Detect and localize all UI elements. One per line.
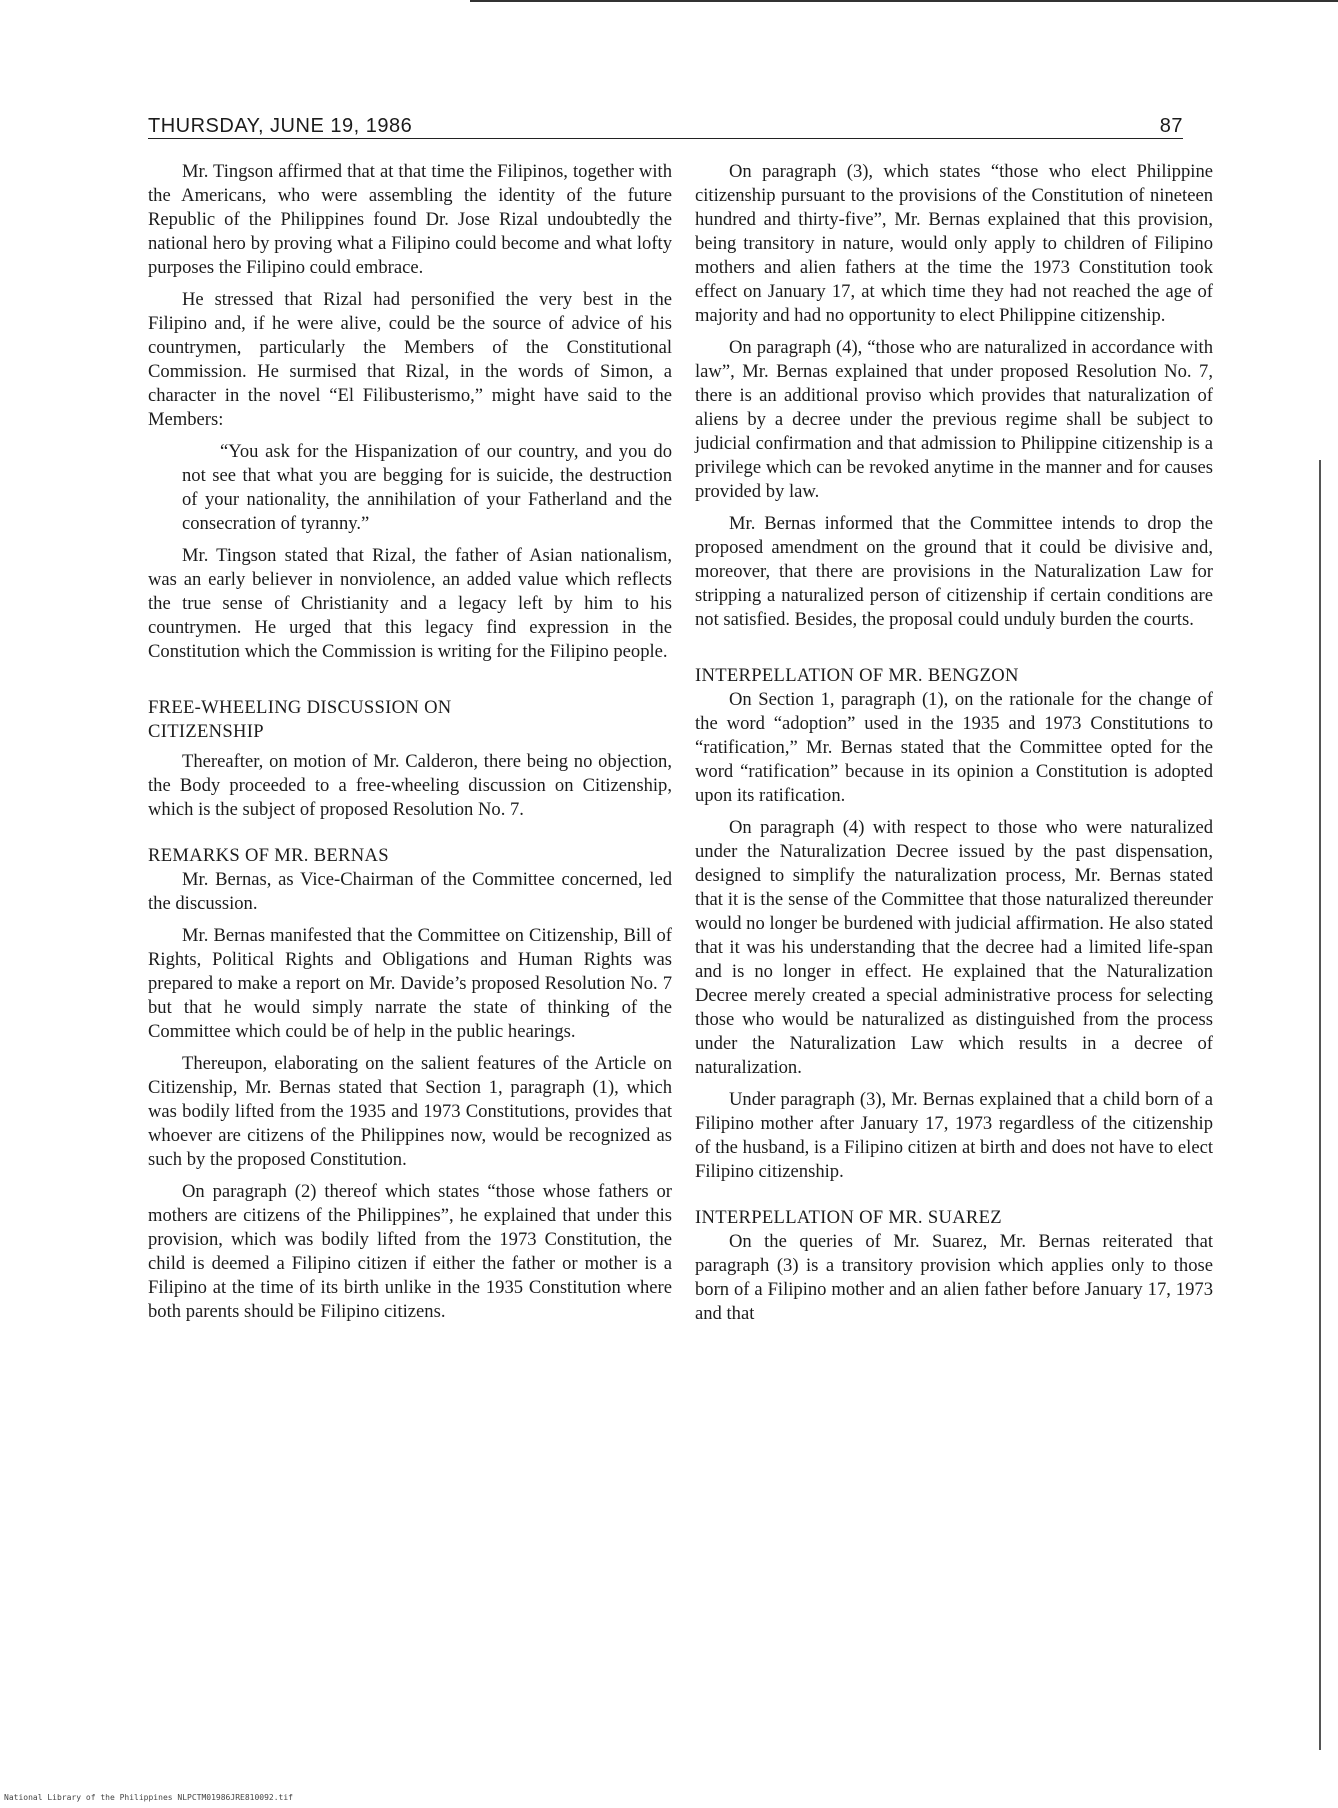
paragraph: On paragraph (3), which states “those who elect Philippine citizenship pursuant to the provisions of the Constitution of nineteen hundred and thirty-five”, Mr. Bernas explained that this provision, being transitory in nature, would only apply to children of Filipino mothers and alien fathers at the time the 1973 Constitution took effect on January 17, at which time they had not reached the age of majority and had no opportunity to elect Philippine citizenship. [695, 161, 1213, 326]
section-heading: FREE-WHEELING DISCUSSION ON [148, 697, 452, 718]
left-column [148, 160, 672, 1332]
header-rule [148, 138, 1183, 139]
paragraph: On the queries of Mr. Suarez, Mr. Bernas reiterated that paragraph (3) is a transitory provision which applies only to those born of a Filipino mother and an alien father before January 17, 1973 and that [695, 1231, 1213, 1324]
section-heading: REMARKS OF MR. BERNAS [148, 845, 389, 866]
paragraph: On paragraph (2) thereof which states “those whose fathers or mothers are citizens of the Philippines”, he explained that under this provision, which was bodily lifted from the 1973 Constitution, the child is deemed a Filipino citizen if either the father or mother is a Filipino at the time of its birth unlike in the 1935 Constitution where both parents should be Filipino citizens. [148, 1181, 672, 1322]
binding-edge-line [1319, 460, 1321, 1750]
paragraph: On paragraph (4) with respect to those who were naturalized under the Naturalization Decree issued by the past dispensation, designed to simplify the naturalization process, Mr. Bernas stated that it is the sense of the Committee that those naturalized thereunder would no longer be burdened with judicial affirmation. He also stated that it was his understanding that the decree had a limited life-span and is no longer in effect. He explained that the Naturalization Decree merely created a special administrative process for selecting those who would be naturalized as distinguished from the process under the Naturalization Law which results in a decree of naturalization. [695, 817, 1213, 1078]
right-column [695, 160, 1213, 1334]
paragraph: Under paragraph (3), Mr. Bernas explained that a child born of a Filipino mother after January 17, 1973 regardless of the citizenship of the husband, is a Filipino citizen at birth and does not have to elect Filipino citizenship. [695, 1089, 1213, 1182]
page-number: 87 [1159, 115, 1183, 137]
paragraph: Thereupon, elaborating on the salient features of the Article on Citizenship, Mr. Bernas stated that Section 1, paragraph (1), which was bodily lifted from the 1935 and 1973 Constitutions, provides that whoever are citizens of the Philippines now, would be recognized as such by the proposed Constitution. [148, 1053, 672, 1170]
section-heading: INTERPELLATION OF MR. SUAREZ [695, 1207, 1002, 1228]
header-date: THURSDAY, JUNE 19, 1986 [148, 115, 413, 137]
paragraph: Mr. Bernas informed that the Committee intends to drop the proposed amendment on the ground that it could be divisive and, moreover, that there are provisions in the Naturalization Law for stripping a naturalized person of citizenship if certain conditions are not satisfied. Besides, the proposal could unduly burden the courts. [695, 513, 1213, 630]
paragraph: On Section 1, paragraph (1), on the rationale for the change of the word “adoption” used in the 1935 and 1973 Constitutions to “ratification,” Mr. Bernas stated that the Committee opted for the word “ratification” because in its opinion a Constitution is adopted upon its ratification. [695, 689, 1213, 806]
block-quote: “You ask for the Hispanization of our country, and you do not see that what you are begging for is suicide, the destruction of your nationality, the annihilation of your Fatherland and the consecration of tyranny.” [182, 441, 672, 534]
page-header [148, 106, 1183, 138]
paragraph: Mr. Bernas, as Vice-Chairman of the Committee concerned, led the discussion. [148, 869, 672, 914]
top-edge-rule [470, 0, 1338, 2]
scan-source-footer: National Library of the Philippines NLPCTM01986JRE810092.tif [4, 1793, 293, 1802]
paragraph: Mr. Tingson stated that Rizal, the father of Asian nationalism, was an early believer in nonviolence, an added value which reflects the true sense of Christianity and a legacy left by him to his countrymen. He urged that this legacy find expression in the Constitution which the Commission is writing for the Filipino people. [148, 545, 672, 662]
paragraph: On paragraph (4), “those who are naturalized in accordance with law”, Mr. Bernas explained that under proposed Resolution No. 7, there is an additional proviso which provides that naturalization of aliens by a decree under the previous regime shall be subject to judicial confirmation and that admission to Philippine citizenship is a privilege which can be revoked anytime in the manner and for causes provided by law. [695, 337, 1213, 502]
section-heading: INTERPELLATION OF MR. BENGZON [695, 665, 1019, 686]
paragraph: Mr. Bernas manifested that the Committee on Citizenship, Bill of Rights, Political Rights and Obligations and Human Rights was prepared to make a report on Mr. Davide’s proposed Resolution No. 7 but that he would simply narrate the state of thinking of the Committee which could be of help in the public hearings. [148, 925, 672, 1042]
section-heading: CITIZENSHIP [148, 721, 264, 742]
paragraph: Thereafter, on motion of Mr. Calderon, there being no objection, the Body proceeded to a free-wheeling discussion on Citizenship, which is the subject of proposed Resolution No. 7. [148, 751, 672, 820]
paragraph: Mr. Tingson affirmed that at that time the Filipinos, together with the Americans, who were assembling the identity of the future Republic of the Philippines found Dr. Jose Rizal undoubtedly the national hero by proving what a Filipino could become and what lofty purposes the Filipino could embrace. [148, 161, 672, 278]
paragraph: He stressed that Rizal had personified the very best in the Filipino and, if he were alive, could be the source of advice of his countrymen, particularly the Members of the Constitutional Commission. He surmised that Rizal, in the words of Simon, a character in the novel “El Filibusterismo,” might have said to the Members: [148, 289, 672, 430]
